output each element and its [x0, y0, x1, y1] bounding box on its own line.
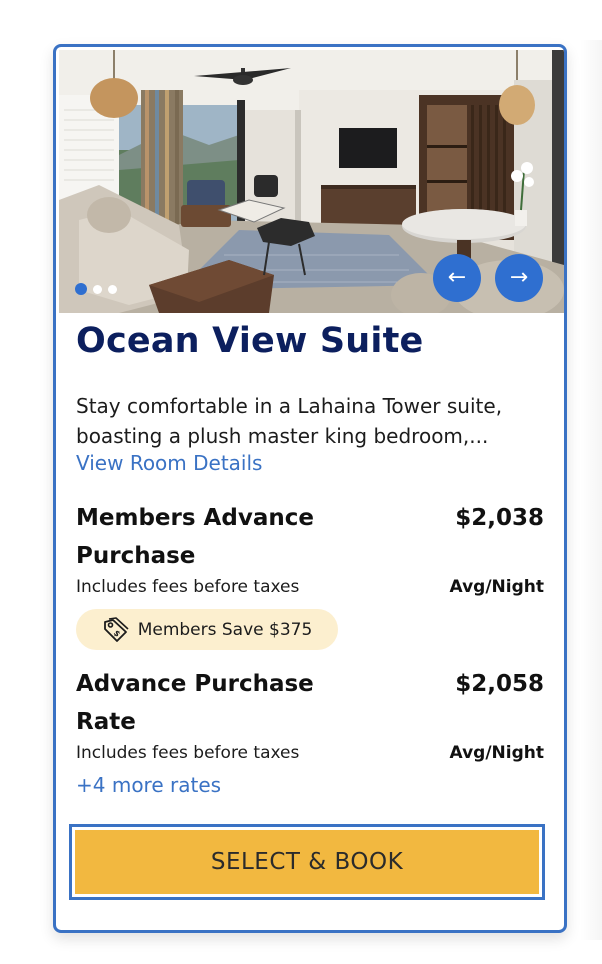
rate-per-night: Avg/Night — [449, 577, 544, 597]
rate-name: Members Advance Purchase — [76, 505, 314, 569]
price-tag-icon — [102, 617, 130, 643]
rate-fees-note: Includes fees before taxes — [76, 743, 300, 763]
adjacent-card-edge — [580, 40, 602, 940]
arrow-right-icon: → — [509, 265, 529, 290]
svg-text:$: $ — [111, 627, 122, 639]
view-room-details-link[interactable]: View Room Details — [76, 451, 263, 475]
select-and-book-button[interactable]: SELECT & BOOK — [75, 830, 539, 894]
members-save-badge — [76, 609, 338, 650]
room-photo-carousel[interactable] — [59, 50, 564, 313]
rate-fees-note: Includes fees before taxes — [76, 577, 300, 597]
rate-price: $2,058 — [455, 671, 544, 697]
carousel-next-button[interactable] — [495, 254, 543, 302]
carousel-dot-3[interactable] — [108, 285, 117, 294]
room-card — [53, 44, 567, 933]
rate-option-advance-purchase — [76, 665, 546, 765]
carousel-dots — [75, 283, 117, 295]
rate-name: Advance Purchase Rate — [76, 671, 314, 735]
arrow-left-icon: ← — [447, 265, 467, 290]
select-book-focus-ring — [69, 824, 545, 900]
more-rates-link[interactable]: +4 more rates — [76, 773, 222, 797]
carousel-dot-1[interactable] — [75, 283, 87, 295]
badge-label: Members Save $375 — [137, 619, 313, 640]
rate-price: $2,038 — [455, 505, 544, 531]
carousel-prev-button[interactable] — [433, 254, 481, 302]
room-description: Stay comfortable in a Lahaina Tower suite, boasting a plush master king bedroom,... — [76, 394, 503, 448]
carousel-dot-2[interactable] — [93, 285, 102, 294]
room-title: Ocean View Suite — [76, 321, 424, 361]
rate-per-night: Avg/Night — [449, 743, 544, 763]
room-photo — [59, 50, 564, 313]
